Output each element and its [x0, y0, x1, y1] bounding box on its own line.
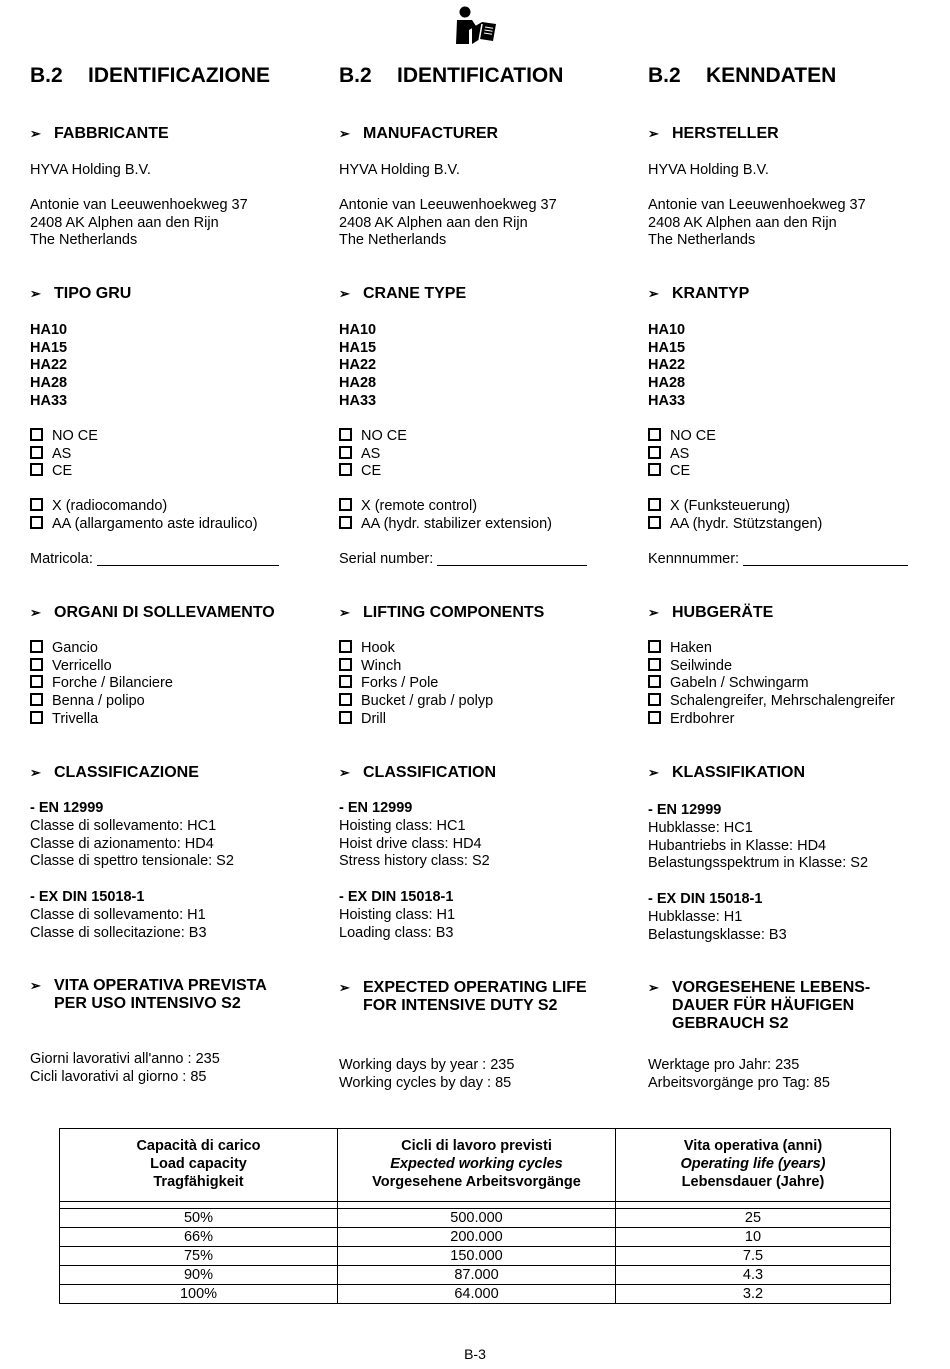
checkbox-icon[interactable] [339, 711, 352, 724]
checkbox-option[interactable] [339, 658, 493, 676]
operating-life-details-line: Working days by year : 235 [339, 1057, 515, 1073]
manufacturer-address-line: The Netherlands [30, 232, 138, 249]
arrowhead-bullet-icon: ➢ [30, 765, 41, 780]
checkbox-icon[interactable] [648, 463, 661, 476]
section-title: IDENTIFICAZIONE [88, 64, 270, 87]
serial-label: Kennnummer: [648, 551, 740, 567]
section-number: B.2 [648, 64, 681, 87]
page-number: B-3 [464, 1346, 486, 1362]
checkbox-label: CE [361, 463, 382, 480]
section-title: IDENTIFICATION [397, 64, 564, 87]
checkbox-option[interactable] [648, 693, 895, 711]
checkbox-label: Bucket / grab / polyp [361, 693, 494, 710]
checkbox-label: Forks / Pole [361, 675, 439, 692]
manufacturer-title [30, 125, 169, 143]
checkbox-label: Winch [361, 657, 402, 674]
table-row [60, 1247, 891, 1266]
section-number: B.2 [30, 64, 63, 87]
checkbox-icon[interactable] [339, 693, 352, 706]
lifting-options [30, 640, 173, 729]
checkbox-icon[interactable] [30, 446, 43, 459]
crane-models-line: HA33 [339, 392, 377, 409]
table-row [60, 1209, 891, 1228]
operating-life-details-line: Working cycles by day : 85 [339, 1074, 512, 1091]
arrowhead-bullet-icon: ➢ [339, 765, 350, 780]
checkbox-icon[interactable] [648, 428, 661, 441]
manufacturer-name [30, 162, 151, 180]
table-cell: 50% [60, 1209, 338, 1228]
manufacturer-name [339, 162, 460, 180]
checkbox-icon[interactable] [339, 498, 352, 511]
checkbox-icon[interactable] [339, 428, 352, 441]
crane-models-line: HA10 [648, 322, 686, 338]
standard-en12999-details-line: Classe di azionamento: HD4 [30, 835, 214, 852]
checkbox-icon[interactable] [339, 658, 352, 671]
serial-number-field [339, 551, 587, 569]
checkbox-label: AS [361, 445, 381, 462]
crane-type-title [648, 285, 749, 303]
classification-title [648, 764, 805, 782]
table-cell: 64.000 [338, 1285, 616, 1304]
operating-life-details-line: Giorni lavorativi all'anno : 235 [30, 1051, 220, 1067]
manufacturer-address-line: Antonie van Leeuwenhoekweg 37 [648, 197, 866, 213]
crane-type-title-text: TIPO GRU [54, 285, 132, 302]
checkbox-option[interactable] [30, 693, 173, 711]
standard-en12999-details-line: Belastungsspektrum in Klasse: S2 [648, 855, 869, 872]
manufacturer-address [648, 197, 866, 250]
standard-en12999-details-line: Classe di spettro tensionale: S2 [30, 853, 234, 870]
checkbox-option[interactable] [30, 498, 258, 516]
checkbox-icon[interactable] [30, 640, 43, 653]
arrowhead-bullet-icon: ➢ [339, 980, 350, 995]
standard-en12999: - EN 12999 [648, 802, 722, 818]
checkbox-icon[interactable] [648, 640, 661, 653]
section-heading [339, 64, 563, 88]
table-cell: 66% [60, 1228, 338, 1247]
checkbox-icon[interactable] [648, 675, 661, 688]
checkbox-option[interactable] [339, 446, 407, 464]
standard-din15018-details-line: Classe di sollevamento: H1 [30, 907, 206, 923]
certification-options [339, 428, 407, 481]
checkbox-option[interactable] [339, 640, 493, 658]
section-heading [648, 64, 836, 88]
table-spacer-cell [338, 1202, 616, 1209]
checkbox-icon[interactable] [30, 498, 43, 511]
manufacturer-address-line: 2408 AK Alphen aan den Rijn [30, 214, 219, 231]
arrowhead-bullet-icon: ➢ [648, 126, 659, 141]
checkbox-icon[interactable] [648, 516, 661, 529]
checkbox-label: Drill [361, 710, 386, 727]
standard-en12999-details-line: Hoisting class: HC1 [339, 818, 466, 834]
serial-number-input[interactable] [743, 551, 908, 566]
arrowhead-bullet-icon: ➢ [648, 286, 659, 301]
checkbox-icon[interactable] [339, 675, 352, 688]
standard-en12999-details-line: Hubantriebs in Klasse: HD4 [648, 837, 827, 854]
manufacturer-address-line: The Netherlands [339, 232, 447, 249]
checkbox-option[interactable] [339, 693, 493, 711]
serial-label: Serial number: [339, 551, 434, 567]
section-heading [30, 64, 270, 88]
checkbox-option[interactable] [339, 463, 407, 481]
crane-models-line: HA10 [30, 322, 68, 338]
table-cell: 87.000 [338, 1266, 616, 1285]
crane-models-line: HA33 [648, 392, 686, 409]
checkbox-icon[interactable] [30, 428, 43, 441]
arrowhead-bullet-icon: ➢ [30, 605, 41, 620]
standard-en12999-details-line: Hubklasse: HC1 [648, 820, 753, 836]
certification-options [30, 428, 98, 481]
manufacturer-title-text: FABBRICANTE [54, 125, 169, 142]
arrowhead-bullet-icon: ➢ [339, 286, 350, 301]
table-spacer-cell [60, 1202, 338, 1209]
crane-models [339, 322, 376, 411]
checkbox-option[interactable] [648, 640, 895, 658]
classification-title-text: CLASSIFICAZIONE [54, 764, 199, 781]
serial-number-input[interactable] [97, 551, 279, 566]
checkbox-label: CE [52, 463, 73, 480]
serial-number-field [30, 551, 279, 569]
crane-models-line: HA15 [30, 339, 68, 356]
arrowhead-bullet-icon: ➢ [30, 126, 41, 141]
manufacturer-address-line: The Netherlands [648, 232, 756, 249]
checkbox-icon[interactable] [30, 658, 43, 671]
checkbox-label: AS [670, 445, 690, 462]
checkbox-option[interactable] [648, 498, 822, 516]
arrowhead-bullet-icon: ➢ [30, 286, 41, 301]
table-cell: 500.000 [338, 1209, 616, 1228]
checkbox-icon[interactable] [339, 446, 352, 459]
operating-life-details [339, 1057, 514, 1092]
operating-life-title-text: VITA OPERATIVA PREVISTA PER USO INTENSIVO S2 [54, 977, 267, 1012]
crane-models-line: HA22 [339, 357, 377, 374]
manufacturer-name-line: HYVA Holding B.V. [30, 162, 151, 178]
manufacturer-address-line: Antonie van Leeuwenhoekweg 37 [339, 197, 557, 213]
crane-type-title-text: CRANE TYPE [363, 285, 467, 302]
manufacturer-address [339, 197, 557, 250]
checkbox-label: Trivella [52, 710, 99, 727]
standard-din15018-details-line: Loading class: B3 [339, 924, 454, 941]
checkbox-label: X (Funksteuerung) [670, 498, 791, 514]
crane-models-line: HA28 [339, 375, 377, 392]
checkbox-option[interactable] [648, 428, 716, 446]
table-cell: 3.2 [616, 1285, 891, 1304]
operating-life-table [59, 1128, 891, 1304]
checkbox-icon[interactable] [648, 446, 661, 459]
standard-en12999: - EN 12999 [30, 800, 104, 816]
manufacturer-name-line: HYVA Holding B.V. [648, 162, 769, 178]
checkbox-label: Haken [670, 640, 712, 656]
classification-title [339, 764, 496, 782]
table-cell: 150.000 [338, 1247, 616, 1266]
extra-options [339, 498, 552, 533]
standard-din15018-details [30, 907, 207, 942]
checkbox-icon[interactable] [30, 675, 43, 688]
standard-en12999-details [648, 820, 868, 873]
checkbox-option[interactable] [339, 516, 552, 534]
arrowhead-bullet-icon: ➢ [339, 605, 350, 620]
extra-options [30, 498, 258, 533]
lifting-options [339, 640, 493, 729]
standard-en12999: - EN 12999 [339, 800, 413, 816]
header-working-cycles: Cicli di lavoro previsti Expected working cycles Vorgesehene Arbeitsvorgänge [338, 1129, 616, 1202]
checkbox-label: CE [670, 463, 691, 480]
lifting-components-title-text: HUBGERÄTE [672, 604, 774, 621]
standard-din15018-details [339, 907, 455, 942]
checkbox-label: Hook [361, 640, 395, 656]
checkbox-icon[interactable] [648, 658, 661, 671]
checkbox-label: X (remote control) [361, 498, 478, 514]
checkbox-option[interactable] [30, 675, 173, 693]
operating-life-title [30, 977, 294, 1013]
lifting-components-title [648, 604, 773, 622]
serial-label: Matricola: [30, 551, 93, 567]
checkbox-label: AS [52, 445, 72, 462]
operating-life-details-line: Werktage pro Jahr: 235 [648, 1057, 800, 1073]
lifting-components-title [339, 604, 544, 622]
header-operating-life: Vita operativa (anni) Operating life (years) Lebensdauer (Jahre) [616, 1129, 891, 1202]
table-spacer [60, 1202, 891, 1209]
table-cell: 7.5 [616, 1247, 891, 1266]
checkbox-option[interactable] [30, 640, 173, 658]
operating-life-details-line: Arbeitsvorgänge pro Tag: 85 [648, 1074, 830, 1091]
checkbox-icon[interactable] [30, 693, 43, 706]
checkbox-icon[interactable] [30, 463, 43, 476]
checkbox-icon[interactable] [648, 693, 661, 706]
manufacturer-name-line: HYVA Holding B.V. [339, 162, 460, 178]
checkbox-label: Schalengreifer, Mehrschalengreifer [670, 693, 895, 710]
classification-title-text: KLASSIFIKATION [672, 764, 806, 781]
section-title: KENNDATEN [706, 64, 837, 87]
crane-models-line: HA28 [648, 375, 686, 392]
lifting-components-title [30, 604, 275, 622]
checkbox-option[interactable] [648, 711, 895, 729]
table-cell: 25 [616, 1209, 891, 1228]
arrowhead-bullet-icon: ➢ [339, 126, 350, 141]
arrowhead-bullet-icon: ➢ [30, 978, 41, 993]
section-number: B.2 [339, 64, 372, 87]
header-load-capacity: Capacità di carico Load capacity Tragfähigkeit [60, 1129, 338, 1202]
classification-title [30, 764, 199, 782]
checkbox-label: NO CE [361, 428, 407, 444]
manufacturer-name [648, 162, 769, 180]
checkbox-label: X (radiocomando) [52, 498, 168, 514]
operating-life-title [648, 979, 892, 1033]
checkbox-label: AA (hydr. Stützstangen) [670, 515, 823, 532]
table-spacer-cell [616, 1202, 891, 1209]
checkbox-option[interactable] [339, 711, 493, 729]
crane-models-line: HA15 [648, 339, 686, 356]
lifting-components-title-text: LIFTING COMPONENTS [363, 604, 545, 621]
standard-din15018: - EX DIN 15018-1 [339, 889, 454, 905]
standard-en12999-details-line: Stress history class: S2 [339, 853, 490, 870]
checkbox-option[interactable] [339, 675, 493, 693]
lifting-options [648, 640, 895, 729]
operating-life-details-line: Cicli lavorativi al giorno : 85 [30, 1068, 207, 1085]
manufacturer-address-line: Antonie van Leeuwenhoekweg 37 [30, 197, 248, 213]
manufacturer-address-line: 2408 AK Alphen aan den Rijn [648, 214, 837, 231]
table-row [60, 1266, 891, 1285]
classification-title-text: CLASSIFICATION [363, 764, 497, 781]
checkbox-label: Seilwinde [670, 657, 733, 674]
checkbox-label: Gabeln / Schwingarm [670, 675, 809, 692]
extra-options [648, 498, 822, 533]
standard-en12999-details-line: Classe di sollevamento: HC1 [30, 818, 217, 834]
table-cell: 4.3 [616, 1266, 891, 1285]
checkbox-icon[interactable] [339, 640, 352, 653]
table-row [60, 1228, 891, 1247]
table-cell: 200.000 [338, 1228, 616, 1247]
standard-din15018-details [648, 909, 787, 944]
crane-type-title-text: KRANTYP [672, 285, 750, 302]
checkbox-label: NO CE [670, 428, 716, 444]
standard-din15018-details-line: Classe di sollecitazione: B3 [30, 924, 207, 941]
checkbox-option[interactable] [30, 446, 98, 464]
checkbox-option[interactable] [648, 675, 895, 693]
standard-en12999-details [339, 818, 490, 871]
checkbox-option[interactable] [648, 446, 716, 464]
crane-type-title [30, 285, 131, 303]
crane-models-line: HA28 [30, 375, 68, 392]
checkbox-label: Benna / polipo [52, 693, 145, 710]
standard-en12999-details-line: Hoist drive class: HD4 [339, 835, 482, 852]
checkbox-option[interactable] [30, 516, 258, 534]
operating-life-details [30, 1051, 220, 1086]
checkbox-icon[interactable] [339, 463, 352, 476]
manufacturer-title-text: HERSTELLER [672, 125, 779, 142]
crane-models [30, 322, 67, 411]
crane-type-title [339, 285, 466, 303]
checkbox-icon[interactable] [30, 516, 43, 529]
manufacturer-address [30, 197, 248, 250]
table-row [60, 1285, 891, 1304]
checkbox-option[interactable] [30, 658, 173, 676]
standard-din15018-details-line: Hoisting class: H1 [339, 907, 456, 923]
checkbox-option[interactable] [30, 463, 98, 481]
table-cell: 10 [616, 1228, 891, 1247]
checkbox-label: AA (hydr. stabilizer extension) [361, 515, 553, 532]
checkbox-icon[interactable] [30, 711, 43, 724]
checkbox-label: NO CE [52, 428, 98, 444]
checkbox-label: Erdbohrer [670, 710, 735, 727]
arrowhead-bullet-icon: ➢ [648, 605, 659, 620]
operating-life-details [648, 1057, 830, 1092]
serial-number-field [648, 551, 908, 569]
crane-models [648, 322, 685, 411]
checkbox-option[interactable] [30, 428, 98, 446]
table-cell: 100% [60, 1285, 338, 1304]
manufacturer-title [648, 125, 779, 143]
checkbox-option[interactable] [648, 516, 822, 534]
operating-life-title-text: VORGESEHENE LEBENS-DAUER FÜR HÄUFIGEN GEBRAUCH S2 [672, 979, 871, 1032]
checkbox-icon[interactable] [339, 516, 352, 529]
checkbox-option[interactable] [648, 463, 716, 481]
standard-en12999-details [30, 818, 234, 871]
checkbox-label: Gancio [52, 640, 98, 656]
checkbox-option[interactable] [339, 498, 552, 516]
checkbox-option[interactable] [339, 428, 407, 446]
table-cell: 90% [60, 1266, 338, 1285]
arrowhead-bullet-icon: ➢ [648, 765, 659, 780]
lifting-components-title-text: ORGANI DI SOLLEVAMENTO [54, 604, 275, 621]
checkbox-icon[interactable] [648, 498, 661, 511]
checkbox-option[interactable] [30, 711, 173, 729]
checkbox-label: AA (allargamento aste idraulico) [52, 515, 258, 532]
crane-models-line: HA10 [339, 322, 377, 338]
standard-din15018: - EX DIN 15018-1 [30, 889, 145, 905]
checkbox-option[interactable] [648, 658, 895, 676]
manufacturer-title [339, 125, 498, 143]
table-cell: 75% [60, 1247, 338, 1266]
checkbox-label: Verricello [52, 657, 112, 674]
crane-models-line: HA33 [30, 392, 68, 409]
manufacturer-address-line: 2408 AK Alphen aan den Rijn [339, 214, 528, 231]
operating-life-title-text: EXPECTED OPERATING LIFE FOR INTENSIVE DUTY S2 [363, 979, 587, 1014]
serial-number-input[interactable] [437, 551, 587, 566]
standard-din15018: - EX DIN 15018-1 [648, 891, 763, 907]
manufacturer-title-text: MANUFACTURER [363, 125, 499, 142]
standard-din15018-details-line: Belastungsklasse: B3 [648, 926, 787, 943]
arrowhead-bullet-icon: ➢ [648, 980, 659, 995]
person-reading-book-icon [452, 6, 498, 48]
standard-din15018-details-line: Hubklasse: H1 [648, 909, 743, 925]
crane-models-line: HA22 [648, 357, 686, 374]
operating-life-title [339, 979, 613, 1015]
crane-models-line: HA22 [30, 357, 68, 374]
checkbox-icon[interactable] [648, 711, 661, 724]
certification-options [648, 428, 716, 481]
checkbox-label: Forche / Bilanciere [52, 675, 173, 692]
crane-models-line: HA15 [339, 339, 377, 356]
